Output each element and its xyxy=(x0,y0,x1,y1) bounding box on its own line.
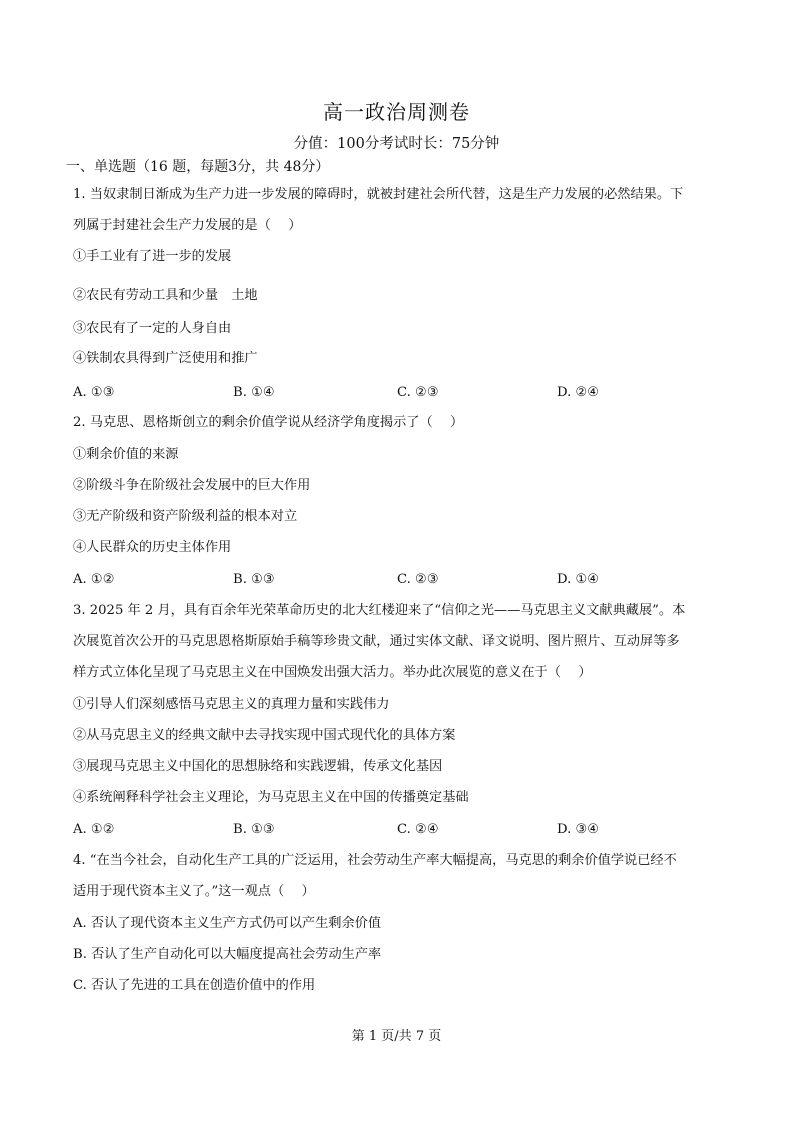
question-3-stem-line-1: 3. 2025 年 2 月，具有百余年光荣革命历史的北大红楼迎来了“信仰之光——马克思主义文献典藏展”。本 xyxy=(73,603,686,618)
question-2-choice-b: B. ①③ xyxy=(233,572,275,587)
question-1-choice-b: B. ①④ xyxy=(233,385,275,400)
question-1-choice-c: C. ②③ xyxy=(397,385,439,400)
question-2-option-1: ①剩余价值的来源 xyxy=(73,447,179,462)
question-1-choice-a: A. ①③ xyxy=(73,385,115,400)
question-3-choice-a: A. ①② xyxy=(73,822,115,837)
question-1-option-4: ④铁制农具得到广泛使用和推广 xyxy=(73,351,258,366)
question-2-option-3: ③无产阶级和资产阶级利益的根本对立 xyxy=(73,509,298,524)
question-4-stem-line-1: 4. “在当今社会，自动化生产工具的广泛运用，社会劳动生产率大幅提高，马克思的剩余价值学说已经不 xyxy=(73,853,677,868)
question-1-stem-line-1: 1. 当奴隶制日渐成为生产力进一步发展的障碍时，就被封建社会所代替，这是生产力发展的必然结果。下 xyxy=(73,187,684,202)
question-4-option-a: A. 否认了现代资本主义生产方式仍可以产生剩余价值 xyxy=(73,916,382,931)
question-2-choice-a: A. ①② xyxy=(73,572,115,587)
question-3-option-1: ①引导人们深刻感悟马克思主义的真理力量和实践伟力 xyxy=(73,697,390,712)
question-3-option-4: ④系统阐释科学社会主义理论，为马克思主义在中国的传播奠定基础 xyxy=(73,790,469,805)
question-1-stem-line-2: 列属于封建社会生产力发展的是（ ） xyxy=(73,218,302,233)
section-heading: 一、单选题（16 题，每题3分，共 48分） xyxy=(66,159,330,175)
question-1-option-3: ③农民有了一定的人身自由 xyxy=(73,321,232,336)
question-3-option-2: ②从马克思主义的经典文献中去寻找实现中国式现代化的具体方案 xyxy=(73,728,456,743)
question-2-choice-c: C. ②③ xyxy=(397,572,439,587)
question-1-option-2: ②农民有劳动工具和少量 土地 xyxy=(73,288,258,303)
question-3-stem-line-3: 样方式立体化呈现了马克思主义在中国焕发出强大活力。举办此次展览的意义在于（ ） xyxy=(73,665,592,680)
question-3-choice-d: D. ③④ xyxy=(557,822,600,837)
question-2-stem: 2. 马克思、恩格斯创立的剩余价值学说从经济学角度揭示了（ ） xyxy=(73,415,464,430)
question-3-choice-c: C. ②④ xyxy=(397,822,439,837)
question-4-stem-line-2: 适用于现代资本主义了。”这一观点（ ） xyxy=(73,884,315,899)
question-4-option-c: C. 否认了先进的工具在创造价值中的作用 xyxy=(73,978,316,993)
page-footer: 第 1 页/共 7 页 xyxy=(351,1029,442,1044)
question-2-choice-d: D. ①④ xyxy=(557,572,600,587)
question-3-stem-line-2: 次展览首次公开的马克思恩格斯原始手稿等珍贵文献，通过实体文献、译文说明、图片照片、互动屏等多 xyxy=(73,634,680,649)
question-2-option-2: ②阶级斗争在阶级社会发展中的巨大作用 xyxy=(73,478,311,493)
exam-meta: 分值：100分考试时长：75分钟 xyxy=(293,136,500,152)
question-3-option-3: ③展现马克思主义中国化的思想脉络和实践逻辑，传承文化基因 xyxy=(73,759,443,774)
question-4-option-b: B. 否认了生产自动化可以大幅度提高社会劳动生产率 xyxy=(73,947,382,962)
question-2-option-4: ④人民群众的历史主体作用 xyxy=(73,540,232,555)
question-1-choice-d: D. ②④ xyxy=(557,385,600,400)
question-1-option-1: ①手工业有了进一步的发展 xyxy=(73,249,232,264)
page-title: 高一政治周测卷 xyxy=(323,100,470,124)
question-3-choice-b: B. ①③ xyxy=(233,822,275,837)
